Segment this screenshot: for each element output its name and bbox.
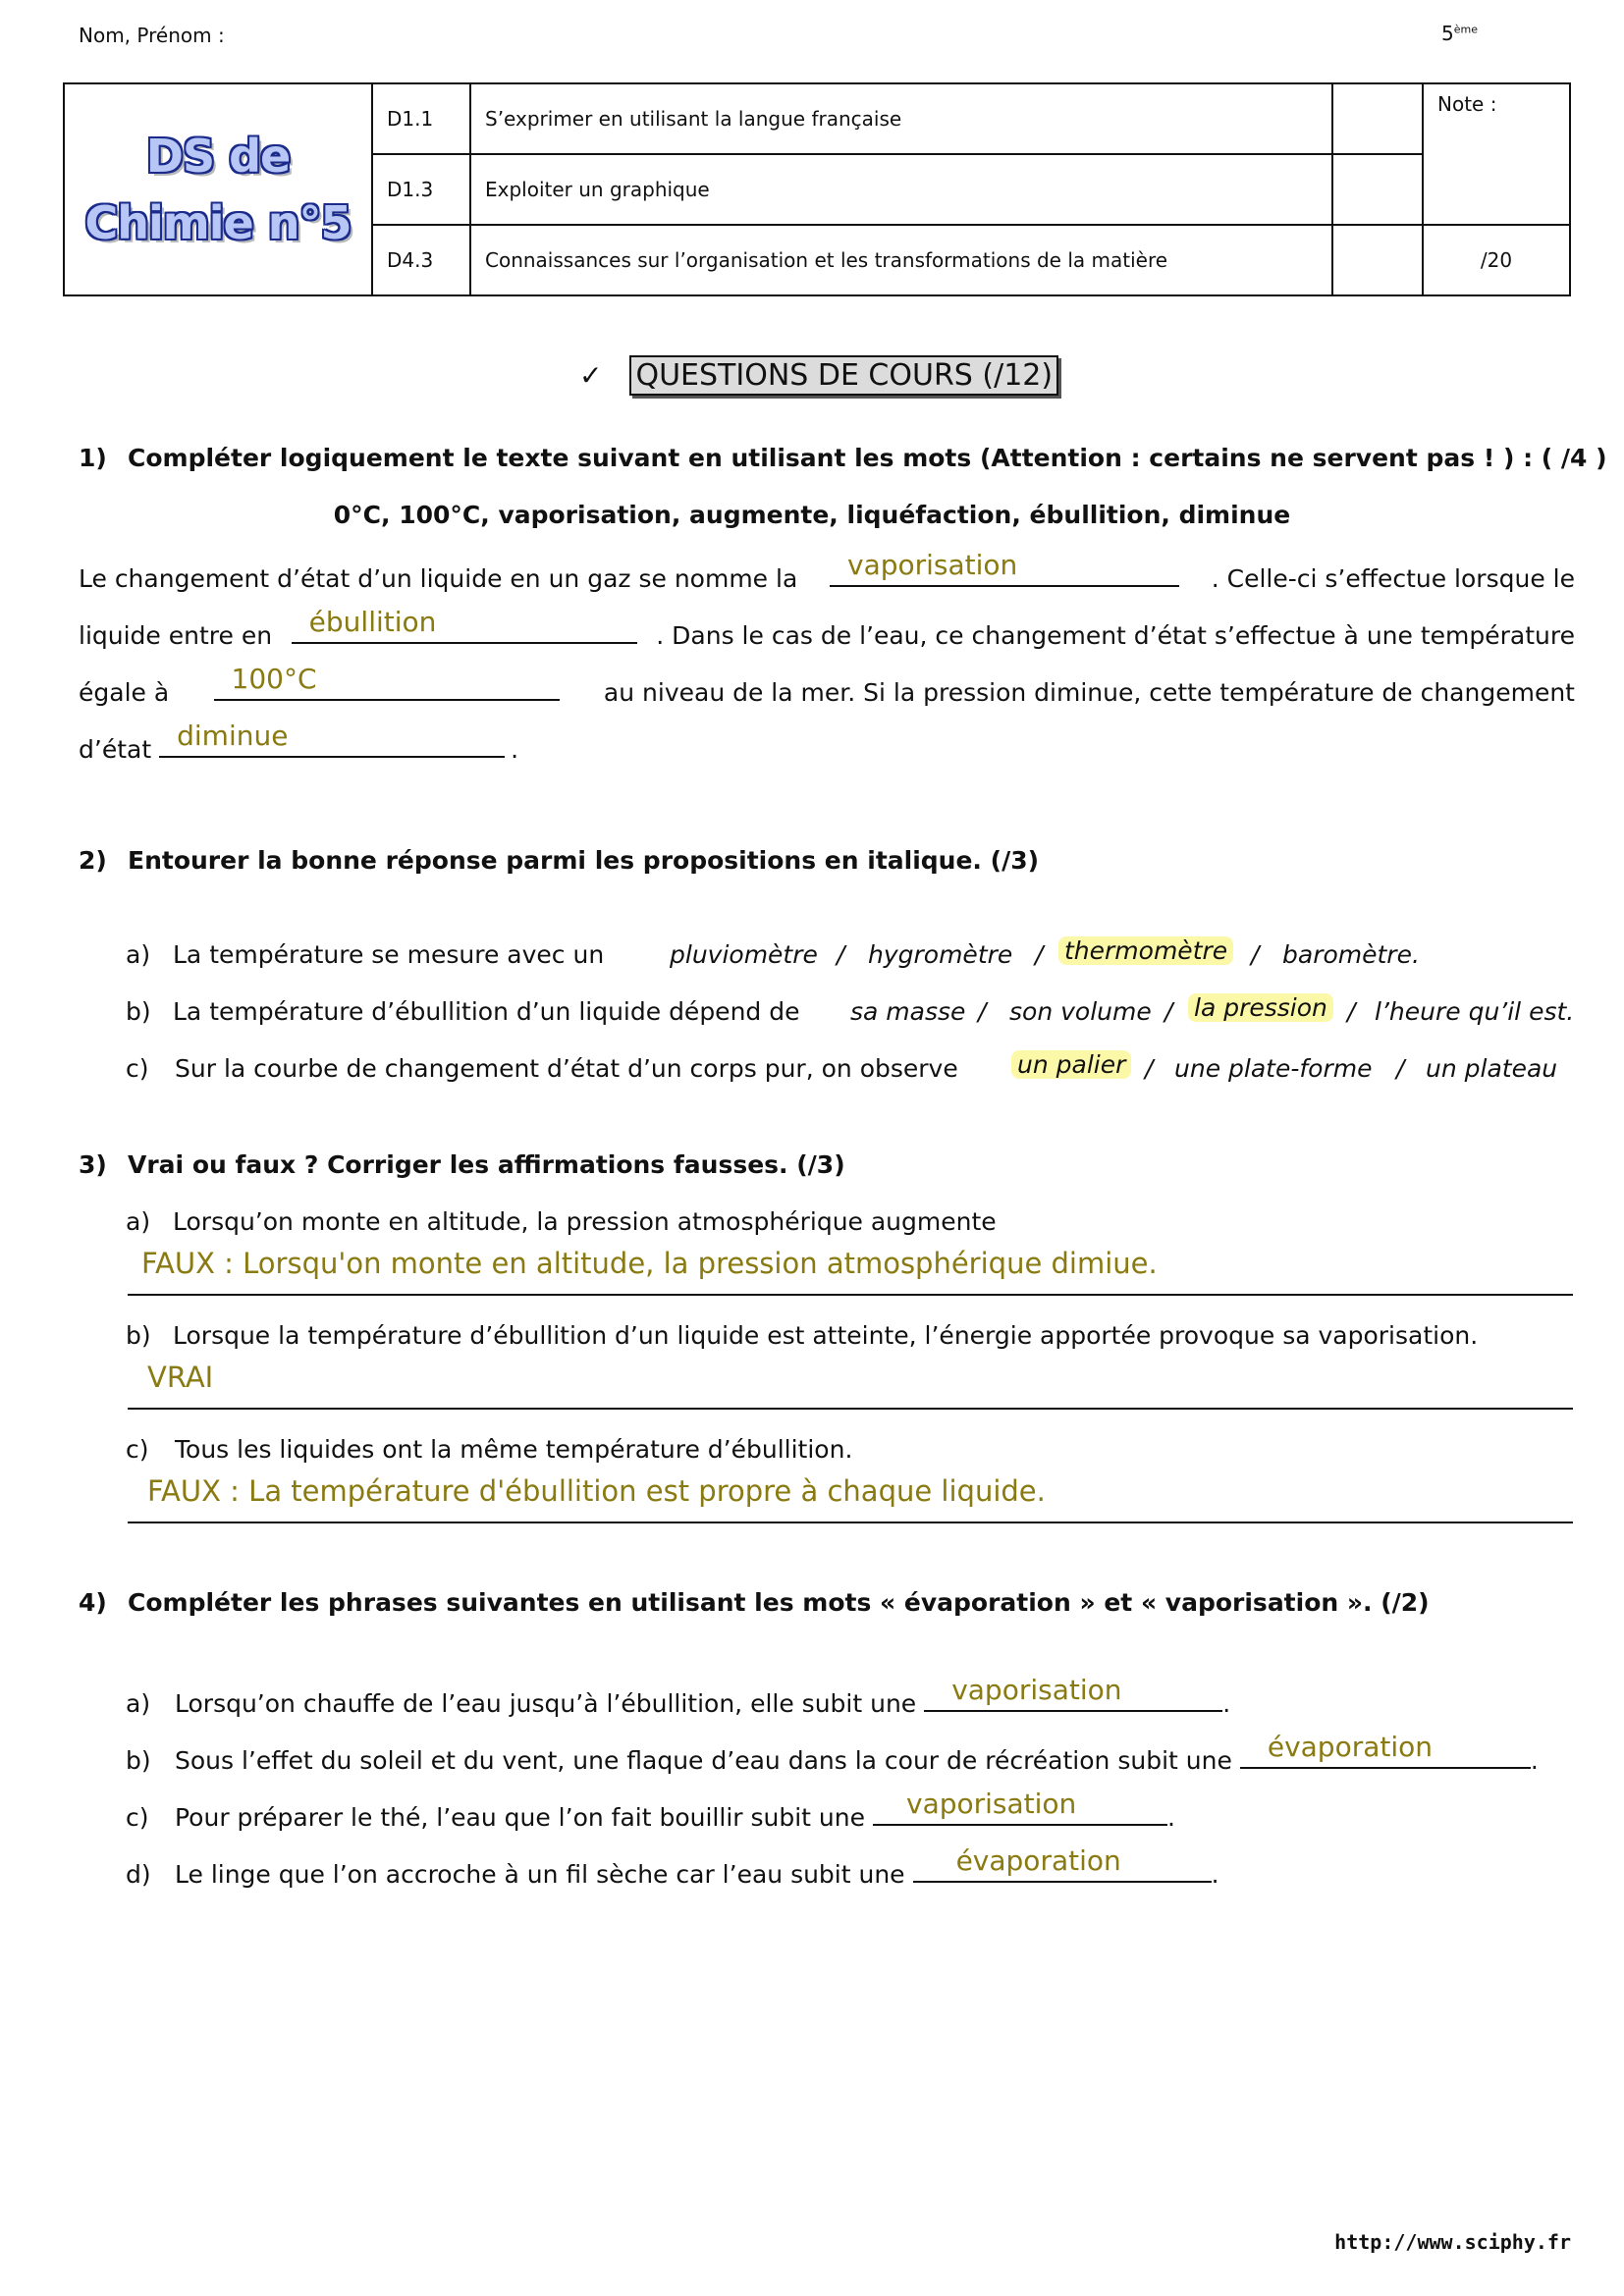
- q1-text: au niveau de la mer. Si la pression diminue, cette température de changement: [603, 678, 1575, 707]
- answer-line: [128, 1294, 1573, 1296]
- q3-item-letter: c): [126, 1435, 149, 1464]
- q1-text: Le changement d’état d’un liquide en un gaz se nomme la: [79, 564, 798, 593]
- q2-option[interactable]: l’heure qu’il est.: [1375, 997, 1575, 1026]
- q3-item-text: Lorsqu’on monte en altitude, la pression atmosphérique augmente: [173, 1207, 997, 1236]
- q4-item-letter: a): [126, 1689, 151, 1718]
- q2-number: 2): [79, 846, 107, 875]
- class-level-number: 5: [1441, 22, 1454, 45]
- q4-line-d: [126, 1844, 1219, 1889]
- section-title-label: QUESTIONS DE COURS (/12): [629, 355, 1058, 396]
- q3-item-text: Lorsque la température d’ébullition d’un liquide est atteinte, l’énergie apportée provoque sa vaporisation.: [173, 1321, 1479, 1350]
- note-total: /20: [1423, 225, 1570, 295]
- q2-option-correct[interactable]: la pression: [1188, 993, 1333, 1022]
- q4-end: .: [1211, 1860, 1219, 1889]
- q1-text: liquide entre en: [79, 621, 273, 650]
- q1-number: 1): [79, 444, 107, 472]
- q4-answer: évaporation: [955, 1844, 1121, 1877]
- logo-line-1: DS de: [145, 130, 291, 183]
- q4-blank[interactable]: [1240, 1731, 1531, 1769]
- q2-separator: /: [978, 997, 987, 1026]
- q2-item-letter: c): [126, 1054, 149, 1083]
- q3-item-letter: a): [126, 1207, 151, 1236]
- q2-separator: /: [1145, 1054, 1154, 1083]
- competency-table: [63, 82, 1571, 296]
- q2-option-correct[interactable]: un palier: [1011, 1050, 1131, 1079]
- q4-line-b: [126, 1731, 1539, 1775]
- competency-code: D4.3: [372, 225, 470, 295]
- q4-end: .: [1530, 1746, 1539, 1775]
- q2-option[interactable]: sa masse: [850, 997, 966, 1026]
- answer-line: [128, 1408, 1573, 1410]
- q2-item-letter: b): [126, 997, 151, 1026]
- note-cell: [1423, 83, 1570, 225]
- q4-item-text: Le linge que l’on accroche à un fil sèche car l’eau subit une: [175, 1860, 905, 1889]
- q4-line-c: [126, 1788, 1175, 1832]
- q1-line-3: [79, 663, 1575, 707]
- q2-option[interactable]: son volume: [1009, 997, 1152, 1026]
- q4-item-letter: b): [126, 1746, 151, 1775]
- q3-answer[interactable]: FAUX : La température d'ébullition est propre à chaque liquide.: [147, 1474, 1046, 1508]
- q3-item-letter: b): [126, 1321, 151, 1350]
- q2-option[interactable]: pluviomètre: [670, 940, 818, 969]
- q4-item-text: Pour préparer le thé, l’eau que l’on fait bouillir subit une: [175, 1803, 865, 1832]
- q4-item-letter: c): [126, 1803, 149, 1832]
- checkmark-icon: ✓: [579, 359, 603, 392]
- q1-answer-4: diminue: [177, 720, 289, 752]
- q1-prompt: Compléter logiquement le texte suivant en utilisant les mots (Attention : certains ne servent pas ! ) : ( /4 ): [128, 444, 1607, 472]
- q1-blank-1[interactable]: [830, 549, 1179, 587]
- q2-prompt: Entourer la bonne réponse parmi les propositions en italique. (/3): [128, 846, 1040, 875]
- q4-answer: évaporation: [1267, 1731, 1434, 1763]
- q1-word-list: 0°C, 100°C, vaporisation, augmente, liquéfaction, ébullition, diminue: [333, 501, 1291, 529]
- q3-number: 3): [79, 1150, 107, 1179]
- q1-text: d’état: [79, 735, 152, 764]
- q3-answer[interactable]: VRAI: [147, 1361, 214, 1394]
- name-label: Nom, Prénom :: [79, 24, 225, 47]
- q4-item-letter: d): [126, 1860, 151, 1889]
- q4-answer: vaporisation: [906, 1788, 1077, 1820]
- competency-code: D1.3: [372, 154, 470, 225]
- q4-end: .: [1222, 1689, 1231, 1718]
- q4-item-text: Sous l’effet du soleil et du vent, une flaque d’eau dans la cour de récréation subit une: [175, 1746, 1232, 1775]
- q4-answer: vaporisation: [951, 1674, 1122, 1706]
- answer-line: [128, 1522, 1573, 1523]
- q1-text: égale à: [79, 678, 170, 707]
- q1-answer-3: 100°C: [231, 663, 317, 695]
- q2-option[interactable]: baromètre.: [1282, 940, 1420, 969]
- q2-option[interactable]: un plateau: [1426, 1054, 1558, 1083]
- q3-prompt: Vrai ou faux ? Corriger les affirmations fausses. (/3): [128, 1150, 845, 1179]
- q2-item-letter: a): [126, 940, 151, 969]
- class-level: [1441, 22, 1478, 45]
- q3-answer[interactable]: FAUX : Lorsqu'on monte en altitude, la pression atmosphérique dimiue.: [141, 1247, 1158, 1280]
- q3-item-text: Tous les liquides ont la même température d’ébullition.: [175, 1435, 853, 1464]
- note-label: Note :: [1437, 92, 1497, 116]
- q4-item-text: Lorsqu’on chauffe de l’eau jusqu’à l’ébullition, elle subit une: [175, 1689, 917, 1718]
- q1-line-4: [79, 720, 519, 764]
- q1-text: . Celle-ci s’effectue lorsque le: [1211, 564, 1575, 593]
- competency-code: D1.1: [372, 83, 470, 154]
- q2-item-text: La température d’ébullition d’un liquide dépend de: [173, 997, 800, 1026]
- q2-item-text: Sur la courbe de changement d’état d’un corps pur, on observe: [175, 1054, 958, 1083]
- q2-separator: /: [837, 940, 845, 969]
- q4-number: 4): [79, 1588, 107, 1617]
- q1-line-2: [79, 606, 1575, 650]
- q1-line-1: [79, 549, 1575, 593]
- competency-label: Exploiter un graphique: [470, 154, 1332, 225]
- footer-url[interactable]: http://www.sciphy.fr: [1334, 2230, 1571, 2254]
- q2-option[interactable]: une plate-forme: [1174, 1054, 1373, 1083]
- q1-answer-2: ébullition: [308, 606, 437, 638]
- q1-text: . Dans le cas de l’eau, ce changement d’état s’effectue à une température: [656, 621, 1575, 650]
- exam-logo: [64, 83, 372, 295]
- competency-label: S’exprimer en utilisant la langue française: [470, 83, 1332, 154]
- q4-blank[interactable]: [924, 1674, 1222, 1712]
- q2-option-correct[interactable]: thermomètre: [1058, 936, 1233, 965]
- q1-text: .: [511, 735, 519, 764]
- logo-line-2: Chimie n°5: [84, 196, 352, 249]
- q1-blank-2[interactable]: [292, 606, 637, 644]
- q4-end: .: [1167, 1803, 1175, 1832]
- q1-answer-1: vaporisation: [847, 549, 1018, 581]
- q2-option[interactable]: hygromètre: [868, 940, 1013, 969]
- q2-separator: /: [1396, 1054, 1405, 1083]
- q2-separator: /: [1035, 940, 1044, 969]
- class-level-suffix: ème: [1453, 23, 1478, 36]
- q4-line-a: [126, 1674, 1231, 1718]
- q1-blank-4[interactable]: [159, 720, 505, 758]
- q1-blank-3[interactable]: [214, 663, 560, 701]
- q2-separator: /: [1347, 997, 1356, 1026]
- q2-separator: /: [1251, 940, 1260, 969]
- q4-prompt: Compléter les phrases suivantes en utilisant les mots « évaporation » et « vaporisation ». (/2): [128, 1588, 1430, 1617]
- q4-blank[interactable]: [913, 1844, 1212, 1883]
- competency-label: Connaissances sur l’organisation et les transformations de la matière: [470, 225, 1332, 295]
- q2-separator: /: [1164, 997, 1173, 1026]
- q2-item-text: La température se mesure avec un: [173, 940, 605, 969]
- competency-grade-cell[interactable]: [1332, 225, 1423, 295]
- q4-blank[interactable]: [873, 1788, 1167, 1826]
- section-title: [579, 355, 1058, 396]
- competency-grade-cell[interactable]: [1332, 154, 1423, 225]
- competency-grade-cell[interactable]: [1332, 83, 1423, 154]
